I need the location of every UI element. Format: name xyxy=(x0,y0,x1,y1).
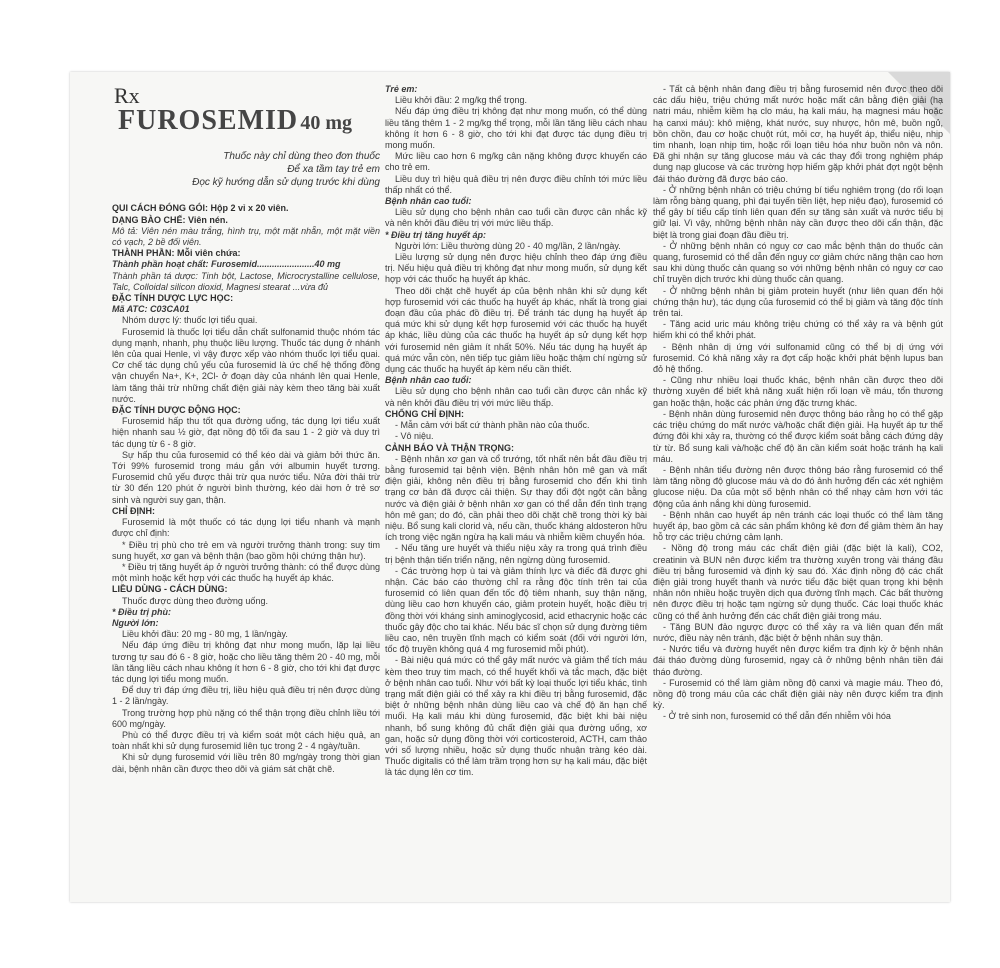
paragraph: Người lớn: Liều thường dùng 20 - 40 mg/lần, 2 lần/ngày. xyxy=(395,240,621,251)
section-heading: THÀNH PHẦN: Mỗi viên chứa: xyxy=(112,248,241,259)
paragraph: Furosemid là một thuốc có tác dụng lợi tiểu nhanh và mạnh được chỉ định: xyxy=(112,517,380,539)
section-heading: ĐẶC TÍNH DƯỢC LỰC HỌC: xyxy=(112,293,234,304)
column-1 xyxy=(112,82,380,775)
paragraph: - Bệnh nhân dùng furosemid nên được thông báo rằng họ có thể gặp các triệu chứng do mất nước và/hoặc chất điện giải. Hạ huyết áp tư thế đứng đôi khi xảy ra, thường có thể được kiểm soát bằng cách đứng dậy từ từ. Bổ sung kali và/hoặc chế độ ăn cần kiểm soát hoặc tránh hạ kali máu. xyxy=(653,408,943,464)
paragraph: Mã ATC: C03CA01 xyxy=(112,304,190,315)
paragraph: Furosemid hấp thu tốt qua đường uống, tác dụng lợi tiểu xuất hiện nhanh sau ½ giờ, đạt nồng độ tối đa sau 1 - 2 giờ và duy trì tác dụng từ 6 - 8 giờ. xyxy=(112,416,380,449)
section-heading: QUI CÁCH ĐÓNG GÓI: Hộp 2 vỉ x 20 viên. xyxy=(112,203,289,214)
paragraph: Mô tả: Viên nén màu trắng, hình trụ, một mặt nhẵn, một mặt viền có vạch, 2 bề đối viên. xyxy=(112,225,380,248)
section-heading: ĐẶC TÍNH DƯỢC ĐỘNG HỌC: xyxy=(112,405,241,416)
drug-name: FUROSEMID xyxy=(118,105,299,137)
paragraph: - Nếu tăng ure huyết và thiểu niệu xảy ra trong quá trình điều trị bệnh thận tiến triển nặng, nên ngừng dùng furosemid. xyxy=(385,543,647,565)
paragraph: Bệnh nhân cao tuổi: xyxy=(385,196,472,207)
warnings-block xyxy=(112,150,380,189)
paragraph: * Điều trị tăng huyết áp ở người trưởng thành: có thể được dùng một mình hoặc kết hợp với các thuốc hạ huyết áp khác. xyxy=(112,561,380,584)
paragraph: - Ở những bệnh nhân có triệu chứng bí tiểu nghiêm trọng (do rối loạn làm rỗng bàng quang, phì đại tuyến tiền liệt, hẹp niệu đạo), furosemid có thể gây bí tiểu cấp tính liên quan đến sự tăng sản xuất và nước tiểu bị giữ lại. Vì vậy, những bệnh nhân này cần được theo dõi cẩn thận, đặc biệt là trong giai đoạn đầu điều trị. xyxy=(653,184,943,240)
paragraph: Liều duy trì hiệu quả điều trị nên được điều chỉnh tới mức liều thấp nhất có thể. xyxy=(385,173,647,195)
section-heading: CHỈ ĐỊNH: xyxy=(112,505,155,516)
paragraph: - Mẫn cảm với bất cứ thành phần nào của thuốc. xyxy=(395,420,590,431)
paragraph: - Tất cả bệnh nhân đang điều trị bằng furosemid nên được theo dõi các dấu hiệu, triệu chứng mất nước hoặc mất cân bằng điện giải (hạ natri máu, nhiễm kiềm hạ clo máu, hạ kali máu, hạ magnesi máu hoặc hạ canxi máu): khô miệng, khát nước, suy nhược, hôn mê, buồn ngủ, bồn chồn, đau cơ hoặc chuột rút, mỏi cơ, hạ huyết áp, thiểu niệu, nhịp tim nhanh, loạn nhịp tim, hoặc rối loạn tiêu hóa như buồn nôn và nôn. Đã ghi nhận sự tăng glucose máu và các thay đổi trong nghiệm pháp dung nạp glucose và các trường hợp hiếm gặp khởi phát đợt ngột bệnh đái tháo đường đã được báo cáo. xyxy=(653,84,943,184)
paragraph: * Điều trị phù cho trẻ em và người trưởng thành trong: suy tim sung huyết, xơ gan và bệnh thận (bao gồm hội chứng thận hư). xyxy=(112,539,380,561)
warning-line: Đọc kỹ hướng dẫn sử dụng trước khi dùng xyxy=(192,177,380,189)
paragraph: - Vô niệu. xyxy=(395,431,434,442)
paragraph: - Furosemid có thể làm giảm nồng độ canxi và magie máu. Theo đó, nồng độ trong máu của các chất điện giải này nên được kiểm tra định kỳ. xyxy=(653,677,943,711)
paragraph: Thuốc được dùng theo đường uống. xyxy=(122,595,268,606)
paragraph: Nếu đáp ứng điều trị không đạt như mong muốn, lặp lại liều tương tự sau đó 6 - 8 giờ, hoặc cho liều tăng thêm 20 - 40 mg, mỗi lần tăng liều cách nhau không ít hơn 6 - 8 giờ, cho tới khi đạt được tác dụng lợi tiểu mong muốn. xyxy=(112,640,380,684)
paragraph: Trong trường hợp phù nặng có thể thận trọng điều chỉnh liều tới 600 mg/ngày. xyxy=(112,707,380,729)
paragraph: Liều sử dụng cho bệnh nhân cao tuổi cần được cân nhắc kỹ và nên khởi đầu điều trị với mức liều thấp. xyxy=(385,386,647,408)
paragraph: Thành phần tá dược: Tinh bột, Lactose, Microcrystalline cellulose, Talc, Colloidal silicon dioxid, Magnesi stearat ...vừa đủ xyxy=(112,270,380,292)
leaflet-sheet xyxy=(70,72,950,902)
paragraph: * Điều trị phù: xyxy=(112,606,171,617)
paragraph: Liều sử dụng cho bệnh nhân cao tuổi cần được cân nhắc kỹ và nên khởi đầu điều trị với mức liều thấp. xyxy=(385,207,647,229)
paragraph: - Nồng độ trong máu các chất điện giải (đặc biệt là kali), CO2, creatinin và BUN nên được kiểm tra thường xuyên trong vài tháng đầu điều trị bằng furosemid và định kỳ sau đó. Xác định nồng độ các chất điện giải trong huyết thanh và nước tiểu đặc biệt quan trọng khi bệnh nhân nôn nhiều hoặc truyền dịch qua đường tĩnh mạch. Các bất thường nên được điều trị hoặc tạm ngừng sử dụng thuốc. Các loại thuốc khác cũng có thể ảnh hưởng đến các chất điện giải trong máu. xyxy=(653,543,943,621)
paragraph: Phù có thể được điều trị và kiểm soát một cách hiệu quả, an toàn nhất khi sử dụng furosemid liên tục trong 2 - 4 ngày/tuần. xyxy=(112,729,380,752)
paragraph: - Bệnh nhân tiểu đường nên được thông báo rằng furosemid có thể làm tăng nồng độ glucose máu và do đó ảnh hưởng đến các xét nghiệm glucose niệu. Da của một số bệnh nhân có thể nhạy cảm hơn với tác động của ánh nắng khi dùng furosemid. xyxy=(653,464,943,509)
column-2 xyxy=(385,84,647,779)
paragraph: Liều lượng sử dụng nên được hiệu chỉnh theo đáp ứng điều trị. Nếu hiệu quả điều trị không đạt như mong muốn, sử dụng kết hợp với các thuốc hạ huyết áp khác. xyxy=(385,252,647,285)
warning-line: Thuốc này chỉ dùng theo đơn thuốc xyxy=(223,151,380,163)
paragraph: - Tăng BUN đảo ngược được có thể xảy ra và liên quan đến mất nước, điều này nên tránh, đặc biệt ở bệnh nhân suy thận. xyxy=(653,621,943,643)
paragraph: Theo dõi chặt chẽ huyết áp của bệnh nhân khi sử dụng kết hợp furosemid với các thuốc hạ huyết áp khác, nhất là trong giai đoạn đầu của phác đồ điều trị. Để tránh tác dụng hạ huyết áp quá mức khi sử dụng kết hợp furosemid với các thuốc hạ huyết áp khác, liều dùng của các thuốc hạ huyết áp sử dụng kết hợp với furosemid nên giảm ít nhất 50%. Nếu tác dụng hạ huyết áp quá mức vẫn còn, nên tiếp tục giảm liều hoặc thậm chí ngừng sử dụng các thuốc hạ huyết áp kèm nếu cần thiết. xyxy=(385,285,647,375)
paragraph: - Bài niệu quá mức có thể gây mất nước và giảm thể tích máu kèm theo truy tim mạch, có thể huyết khối và tắc mạch, đặc biệt ở bệnh nhân cao tuổi. Như với bất kỳ loại thuốc lợi tiểu khác, tình trạng mất điện giải có thể xảy ra khi điều trị bằng furosemid, đặc biệt ở những bệnh nhân dùng liều cao và chế độ ăn hạn chế muối. Hạ kali máu khi dùng furosemid, đặc biệt khi bài niệu nhanh, bổ sung không đủ chất điện giải qua đường uống, xơ gan, hoặc sử dụng đồng thời với corticosteroid, ACTH, cam thảo với số lượng nhiều, hoặc sử dụng thuốc nhuận tràng kéo dài. Thuốc digitalis có thể làm trầm trọng hơn sự hạ kali máu, đặc biệt là tác dụng lên cơ tim. xyxy=(385,655,647,778)
paragraph: - Tăng acid uric máu không triệu chứng có thể xảy ra và bệnh gút hiếm khi có thể khởi phát. xyxy=(653,319,943,341)
section-heading: LIỀU DÙNG - CÁCH DÙNG: xyxy=(112,584,228,595)
paragraph: * Điều trị tăng huyết áp: xyxy=(385,229,487,240)
rx-symbol: Rx xyxy=(114,83,140,108)
column-3 xyxy=(653,84,943,723)
paragraph: Người lớn: xyxy=(112,617,159,628)
drug-title xyxy=(118,105,380,137)
paragraph: - Nước tiểu và đường huyết nên được kiểm tra định kỳ ở bệnh nhân đái tháo đường dùng furosemid, ngay cả ở những bệnh nhân tiền đái tháo đường. xyxy=(653,644,943,677)
paragraph: Nếu đáp ứng điều trị không đạt như mong muốn, có thể dùng liều tăng thêm 1 - 2 mg/kg thể trọng, mỗi lần tăng liều cách nhau không ít hơn 6 - 8 giờ, cho tới khi đạt được tác dụng điều trị mong muốn. xyxy=(385,106,647,151)
paragraph: - Các trường hợp ù tai và giảm thính lực và điếc đã được ghi nhận. Các báo cáo thường chỉ ra rằng độc tính trên tai của furosemid có liên quan đến tốc độ tiêm nhanh, suy thận nặng, dùng liều cao hơn khuyến cáo, giảm protein huyết, hoặc điều trị đồng thời với kháng sinh aminoglycosid, acid ethacrynic hoặc các thuốc gây độc cho tai khác. Nếu bác sĩ chọn sử dụng đường tiêm liều cao, nên truyền tĩnh mạch có kiểm soát (đối với người lớn, tốc độ truyền không quá 4 mg furosemid mỗi phút). xyxy=(385,565,647,655)
paragraph: Nhóm dược lý: thuốc lợi tiểu quai. xyxy=(122,315,258,326)
section-heading: CHỐNG CHỈ ĐỊNH: xyxy=(385,408,464,419)
paragraph: Sự hấp thu của furosemid có thể kéo dài và giảm bởi thức ăn. Tới 99% furosemid trong máu gắn với albumin huyết tương. Furosemid chủ yếu được thải trừ qua nước tiểu. Nửa đời thải trừ từ 30 đến 120 phút ở người bình thường, kéo dài hơn ở trẻ sơ sinh và người suy gan, thận. xyxy=(112,449,380,505)
paragraph: - Ở những bệnh nhân bị giảm protein huyết (như liên quan đến hội chứng thận hư), tác dụng của furosemid có thể bị giảm và tăng độc tính trên tai. xyxy=(653,285,943,319)
paragraph: - Cũng như nhiều loại thuốc khác, bệnh nhân cần được theo dõi thường xuyên để biết khả năng xuất hiện rối loạn về máu, tổn thương gan hoặc thận, hoặc các phản ứng đặc trưng khác. xyxy=(653,375,943,408)
paragraph: Để duy trì đáp ứng điều trị, liều hiệu quả điều trị nên được dùng 1 - 2 lần/ngày. xyxy=(112,685,380,707)
warning-line: Để xa tầm tay trẻ em xyxy=(287,164,380,176)
drug-dose: 40 mg xyxy=(300,112,353,135)
section-heading: DẠNG BÀO CHẾ: Viên nén. xyxy=(112,214,228,225)
paragraph: - Ở trẻ sinh non, furosemid có thể dẫn đến nhiễm vôi hóa xyxy=(663,711,891,722)
paragraph: Khi sử dụng furosemid với liều trên 80 mg/ngày trong thời gian dài, bệnh nhân cần được theo dõi và giám sát chặt chẽ. xyxy=(112,752,380,774)
paragraph: Bệnh nhân cao tuổi: xyxy=(385,375,472,386)
section-heading: CẢNH BÁO VÀ THẬN TRỌNG: xyxy=(385,442,514,453)
paragraph: Liều khởi đầu: 2 mg/kg thể trọng. xyxy=(395,95,527,106)
paragraph: - Bệnh nhân cao huyết áp nên tránh các loại thuốc có thể làm tăng huyết áp, bao gồm cả các sản phẩm không kê đơn để giảm thèm ăn hay hỗ trợ các triệu chứng cảm lạnh. xyxy=(653,509,943,543)
paragraph: Thành phần hoạt chất: Furosemid.......................40 mg xyxy=(112,259,341,270)
paragraph: Furosemid là thuốc lợi tiểu dẫn chất sulfonamid thuộc nhóm tác dụng mạnh, nhanh, phụ thuộc liều lượng. Thuốc tác dụng ở nhánh lên của quai Henle, vì vậy được xếp vào nhóm thuốc lợi tiểu quai. Cơ chế tác dụng chủ yếu của furosemid là ức chế hệ thống đồng vận chuyển Na+, K+, 2Cl- ở đoạn dày của nhánh lên quai Henle, làm tăng thải trừ những chất điện giải này kèm theo tăng bài xuất nước. xyxy=(112,326,380,404)
paragraph: - Ở những bệnh nhân có nguy cơ cao mắc bệnh thận do thuốc cản quang, furosemid có thể dẫn đến nguy cơ giảm chức năng thận cao hơn sau khi dùng thuốc cản quang so với những bệnh nhân có nguy cơ cao chỉ truyền dịch trước khi dùng thuốc cản quang. xyxy=(653,240,943,285)
paragraph: Mức liều cao hơn 6 mg/kg cân nặng không được khuyến cáo cho trẻ em. xyxy=(385,151,647,173)
paragraph: - Bệnh nhân xơ gan và cổ trướng, tốt nhất nên bắt đầu điều trị bằng furosemid tại bệnh viện. Bệnh nhân hôn mê gan và mất điện giải, không nên điều trị bằng furosemid cho đến khi tình trạng cơ bản đã được cải thiện. Sự thay đổi đột ngột cân bằng nước và điện giải ở bệnh nhân xơ gan có thể dẫn đến tình trạng hôn mê gan; do đó, cần phải theo dõi chặt chẽ trong thời kỳ bài niệu. Bổ sung kali clorid và, nếu cần, thuốc kháng aldosteron hữu ích trong việc ngăn ngừa hạ kali máu và nhiễm kiềm chuyển hóa. xyxy=(385,453,647,543)
paragraph: - Bệnh nhân dị ứng với sulfonamid cũng có thể bị dị ứng với furosemid. Có khả năng xảy ra đợt cấp hoặc khởi phát bệnh lupus ban đỏ hệ thống. xyxy=(653,341,943,375)
paragraph: Trẻ em: xyxy=(385,84,418,94)
paragraph: Liều khởi đầu: 20 mg - 80 mg, 1 lần/ngày. xyxy=(122,629,288,640)
